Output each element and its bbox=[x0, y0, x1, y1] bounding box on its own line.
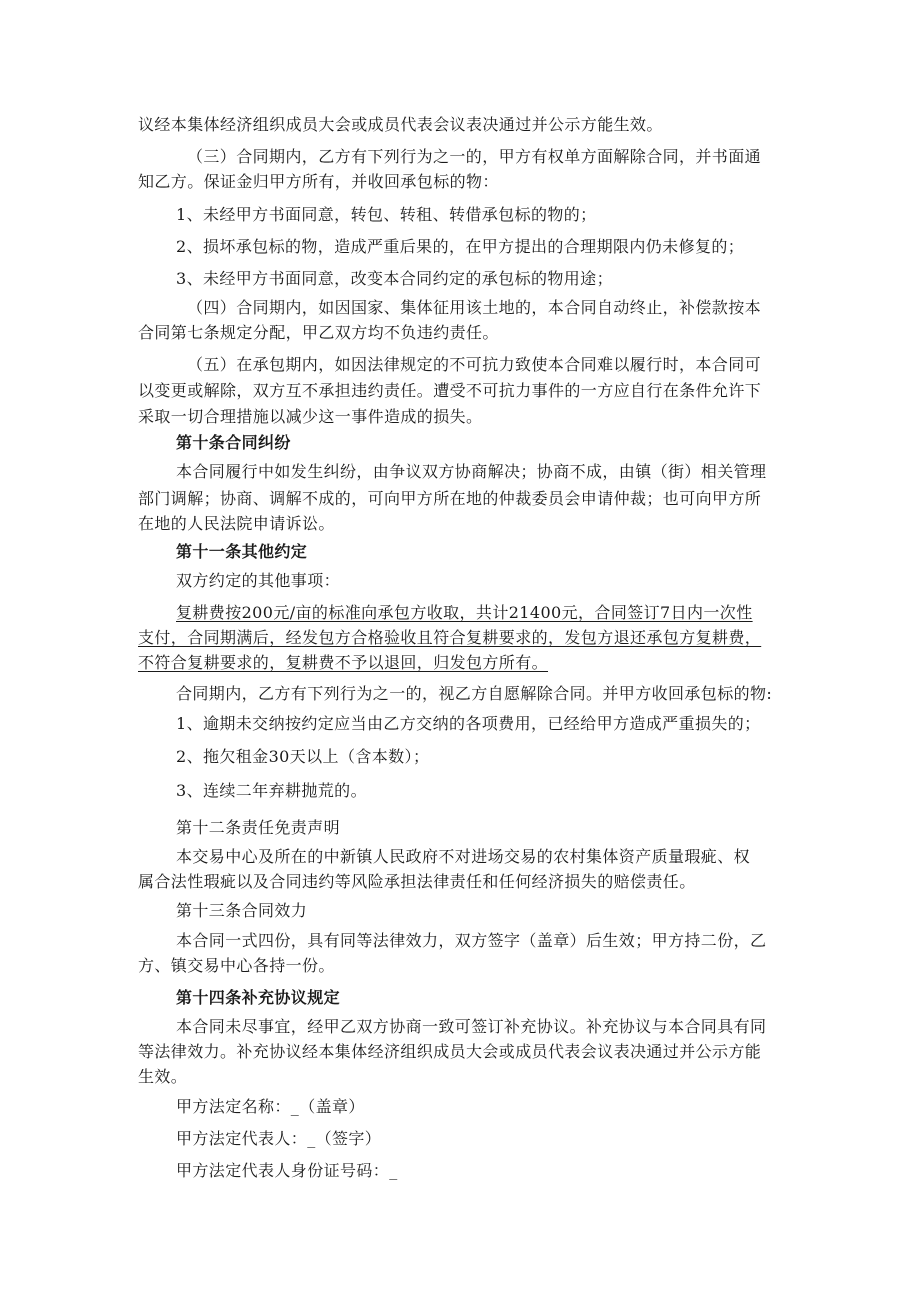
text-line: 本合同一式四份，具有同等法律效力，双方签字（盖章）后生效；甲方持二份，乙 bbox=[176, 931, 767, 950]
text-line: 甲方法定代表人身份证号码：_ bbox=[176, 1161, 398, 1180]
section-heading: 第十四条补充协议规定 bbox=[176, 988, 341, 1007]
text-line: 部门调解；协商、调解不成的，可向甲方所在地的仲裁委员会申请仲裁；也可向甲方所 bbox=[138, 489, 762, 508]
text-line: 方、镇交易中心各持一份。 bbox=[138, 956, 335, 975]
text-line: 在地的人民法院申请诉讼。 bbox=[138, 514, 335, 533]
text-line: （三）合同期内，乙方有下列行为之一的，甲方有权单方面解除合同，并书面通 bbox=[187, 147, 762, 166]
text-line: 3、未经甲方书面同意，改变本合同约定的承包标的物用途； bbox=[176, 269, 613, 288]
text-line: （五）在承包期内，如因法律规定的不可抗力致使本合同难以履行时，本合同可 bbox=[187, 355, 762, 374]
text-line: 2、拖欠租金30天以上（含本数）； bbox=[176, 747, 430, 766]
text-line: 以变更或解除，双方互不承担违约责任。遭受不可抗力事件的一方应自行在条件允许下 bbox=[138, 381, 762, 400]
text-line: 属合法性瑕疵以及合同违约等风险承担法律责任和任何经济损失的赔偿责任。 bbox=[138, 872, 696, 891]
text-line-underlined: 支付，合同期满后，经发包方合格验收且符合复耕要求的，发包方退还承包方复耕费， bbox=[138, 628, 762, 647]
text-line: 采取一切合理措施以减少这一事件造成的损失。 bbox=[138, 407, 483, 426]
text-line: 甲方法定名称：_（盖章） bbox=[176, 1097, 365, 1116]
text-line: 2、损坏承包标的物，造成严重后果的，在甲方提出的合理期限内仍未修复的； bbox=[176, 237, 745, 256]
text-line: 双方约定的其他事项： bbox=[176, 571, 341, 590]
text-line: 议经本集体经济组织成员大会或成员代表会议表决通过并公示方能生效。 bbox=[138, 115, 663, 134]
text-line: 等法律效力。补充协议经本集体经济组织成员大会或成员代表会议表决通过并公示方能 bbox=[138, 1042, 762, 1061]
section-heading: 第十条合同纠纷 bbox=[176, 433, 291, 452]
text-line: 本交易中心及所在的中新镇人民政府不对进场交易的农村集体资产质量瑕疵、权 bbox=[176, 847, 751, 866]
text-line: 第十三条合同效力 bbox=[176, 901, 308, 920]
text-line: 生效。 bbox=[138, 1067, 188, 1086]
text-line: 1、未经甲方书面同意，转包、转租、转借承包标的物的； bbox=[176, 205, 597, 224]
text-line-underlined: 不符合复耕要求的，复耕费不予以退回，归发包方所有。 bbox=[138, 653, 549, 672]
text-line-underlined: 复耕费按200元/亩的标准向承包方收取，共计21400元，合同签订7日内一次性 bbox=[176, 603, 753, 622]
text-line: 1、逾期未交纳按约定应当由乙方交纳的各项费用，已经给甲方造成严重损失的； bbox=[176, 714, 761, 733]
text-line: 3、连续二年弃耕抛荒的。 bbox=[176, 781, 367, 800]
text-line: 合同期内，乙方有下列行为之一的，视乙方自愿解除合同。并甲方收回承包标的物: bbox=[176, 684, 773, 703]
text-line: （四）合同期内，如因国家、集体征用该土地的，本合同自动终止，补偿款按本 bbox=[187, 298, 762, 317]
text-line: 合同第七条规定分配，甲乙双方均不负违约责任。 bbox=[138, 323, 499, 342]
text-line: 本合同履行中如发生纠纷，由争议双方协商解决；协商不成，由镇（街）相关管理 bbox=[176, 462, 767, 481]
text-line: 第十二条责任免责声明 bbox=[176, 818, 341, 837]
section-heading: 第十一条其他约定 bbox=[176, 542, 308, 561]
text-line: 知乙方。保证金归甲方所有，并收回承包标的物： bbox=[138, 172, 499, 191]
text-line: 甲方法定代表人：_（签字） bbox=[176, 1129, 382, 1148]
text-line: 本合同未尽事宜，经甲乙双方协商一致可签订补充协议。补充协议与本合同具有同 bbox=[176, 1017, 767, 1036]
